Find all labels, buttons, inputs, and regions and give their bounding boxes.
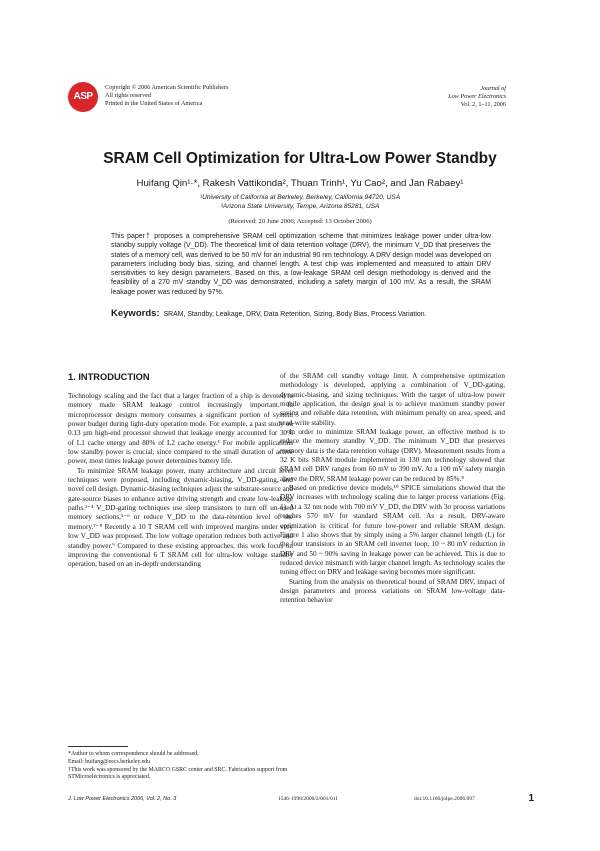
affiliation-1: ¹University of California at Berkeley, Berkeley, California 94720, USA bbox=[199, 194, 401, 201]
printed-line: Printed in the United States of America bbox=[105, 100, 203, 107]
left-column bbox=[68, 392, 293, 570]
affiliation-2: ²Arizona State University, Tempe, Arizona 85281, USA bbox=[220, 203, 380, 210]
rights-line: All rights reserved bbox=[105, 92, 152, 99]
journal-volume: Vol. 2, 1–11, 2006 bbox=[460, 101, 506, 108]
affiliations bbox=[0, 193, 600, 211]
copyright-block bbox=[105, 84, 228, 108]
journal-block bbox=[448, 85, 506, 109]
page-number: 1 bbox=[528, 793, 534, 804]
section-heading: 1. INTRODUCTION bbox=[68, 372, 150, 382]
right-column bbox=[280, 372, 505, 606]
paper-title: SRAM Cell Optimization for Ultra-Low Power Standby bbox=[103, 150, 497, 167]
copyright-line: Copyright © 2006 American Scientific Publishers bbox=[105, 84, 229, 91]
footer-journal: J. Low Power Electronics 2006, Vol. 2, No. 3 bbox=[68, 796, 177, 802]
keywords bbox=[111, 309, 491, 319]
footnote-author: *Author to whom correspondence should be addressed. bbox=[68, 751, 199, 757]
footer-issn: 1546-1998/2006/2/001/011 bbox=[278, 796, 338, 802]
paragraph: In order to minimize SRAM leakage power, an effective method is to reduce the memory standby V_DD. The minimum V_DD that preserves memory data is the data retention voltage (DRV). Measurement results from a 32 K bits SRAM module implemented in 130 nm technology showed that SRAM cell DRV ranges from 60 mV to 390 mV. At a 100 mV safety margin above the DRV, SRAM leakage power can be reduced by 85%.⁸ bbox=[280, 428, 505, 483]
keywords-label: Keywords: bbox=[111, 308, 160, 319]
footnote-divider bbox=[68, 746, 128, 747]
footer-doi: doi:10.1166/jolpe.2006.097 bbox=[414, 796, 475, 802]
paragraph: of the SRAM cell standby voltage limit. A comprehensive optimization methodology is developed, applying a combination of V_DD-gating, dynamic-biasing, and sizing techniques. With the target of ultra-low power mobile application, the design goal is to achieve maximum standby power saving and reliable data retention, with minimum penalty on area, speed, and read-write stability. bbox=[280, 372, 505, 427]
publisher-logo: ASP bbox=[68, 82, 98, 112]
keywords-list: SRAM, Standby, Leakage, DRV, Data Retention, Sizing, Body Bias, Process Variation. bbox=[163, 311, 427, 318]
footnote-email: Email: huifang@eecs.berkeley.edu bbox=[68, 758, 151, 765]
author-list: Huifang Qin¹·*, Rakesh Vattikonda², Thuan Trinh¹, Yu Cao², and Jan Rabaey¹ bbox=[136, 178, 464, 189]
paragraph: To minimize SRAM leakage power, many architecture and circuit level techniques were proposed, including dynamic-biasing, V_DD-gating, and novel cell design. Dynamic-biasing techniques adjust the substrate-source and gate-source biases to enhance active driving strength and create low-leakage paths.²⁻⁴ V_DD-gating techniques use sleep transistors to turn off un-used memory sections,⁵⁻⁶ or reduce V_DD to the data-retention level of the memory.⁷⁻⁸ Recently a 10 T SRAM cell with improved margins under very low V_DD was proposed. The low voltage operation reduces both active and standby power.⁹ Compared to these existing approaches, this work focus on improving the conventional 6 T SRAM cell for ultra-low voltage standby operation, based on an in-depth understanding bbox=[68, 466, 293, 569]
footnote-sponsor: †This work was sponsored by the MARCO GSRC center and SRC. Fabrication support from STMicroelectronics is appreciated. bbox=[68, 766, 288, 781]
journal-prefix: Journal of bbox=[480, 85, 506, 92]
paragraph: Based on predictive device models,¹⁰ SPICE simulations showed that the DRV increases with technology scaling due to larger process variations (Fig. 1). At a 32 nm node with 700 mV V_DD, the DRV with 3σ process variations reaches 570 mV for standard SRAM cell. As a result, DRV-aware optimization is critical for future low-power and reliable SRAM design. Figure 1 also shows that by simply using a 5% larger channel length (L) for the four transistors in an SRAM cell inverter loop, 10 ~ 80 mV reduction in DRV and 50 ~ 90% saving in leakage power can be achieved. This is due to reduced device mismatch with larger channel length. As technology scales the tuning effect on DRV and leakage saving becomes more significant. bbox=[280, 484, 505, 577]
footnotes bbox=[68, 751, 293, 782]
abstract: This paper† proposes a comprehensive SRAM cell optimization scheme that minimizes leakage power under ultra-low standby supply voltage (V_DD). The theoretical limit of data retention voltage (DRV), the minimum V_DD that preserves the states of a memory cell, was derived to be 50 mV for an industrial 90 nm technology. A DRV design model was developed on parameters including body bias, sizing, and channel length. A test chip was implemented and measured to attain DRV sensitivities to key design parameters. Based on this, a low-leakage SRAM cell design methodology is derived and the feasibility of a 270 mV standby V_DD was demonstrated, including a safety margin of 100 mV. As a result, the SRAM leakage power was reduced by 97%. bbox=[111, 233, 491, 296]
journal-name: Low Power Electronics bbox=[448, 93, 506, 100]
paragraph: Starting from the analysis on theoretical bound of SRAM DRV, impact of design parameters and process variations on SRAM low-voltage data-retention behavior bbox=[280, 577, 505, 605]
received-dates: (Received: 20 June 2006; Accepted: 13 October 2006) bbox=[228, 218, 372, 225]
paragraph: Technology scaling and the fact that a larger fraction of a chip is devoted to memory made SRAM leakage control increasingly important. In microprocessor designs memory consumes a significant portion of system power budget during light-duty operation mode. For example, a past study on 0.13 μm high-end processor showed that leakage energy accounted for 30% of L1 cache energy and 80% of L2 cache energy.¹ For mobile applications low standby power is crucial, since compared to the small duration of active power, most times leakage power determines battery life. bbox=[68, 392, 293, 466]
